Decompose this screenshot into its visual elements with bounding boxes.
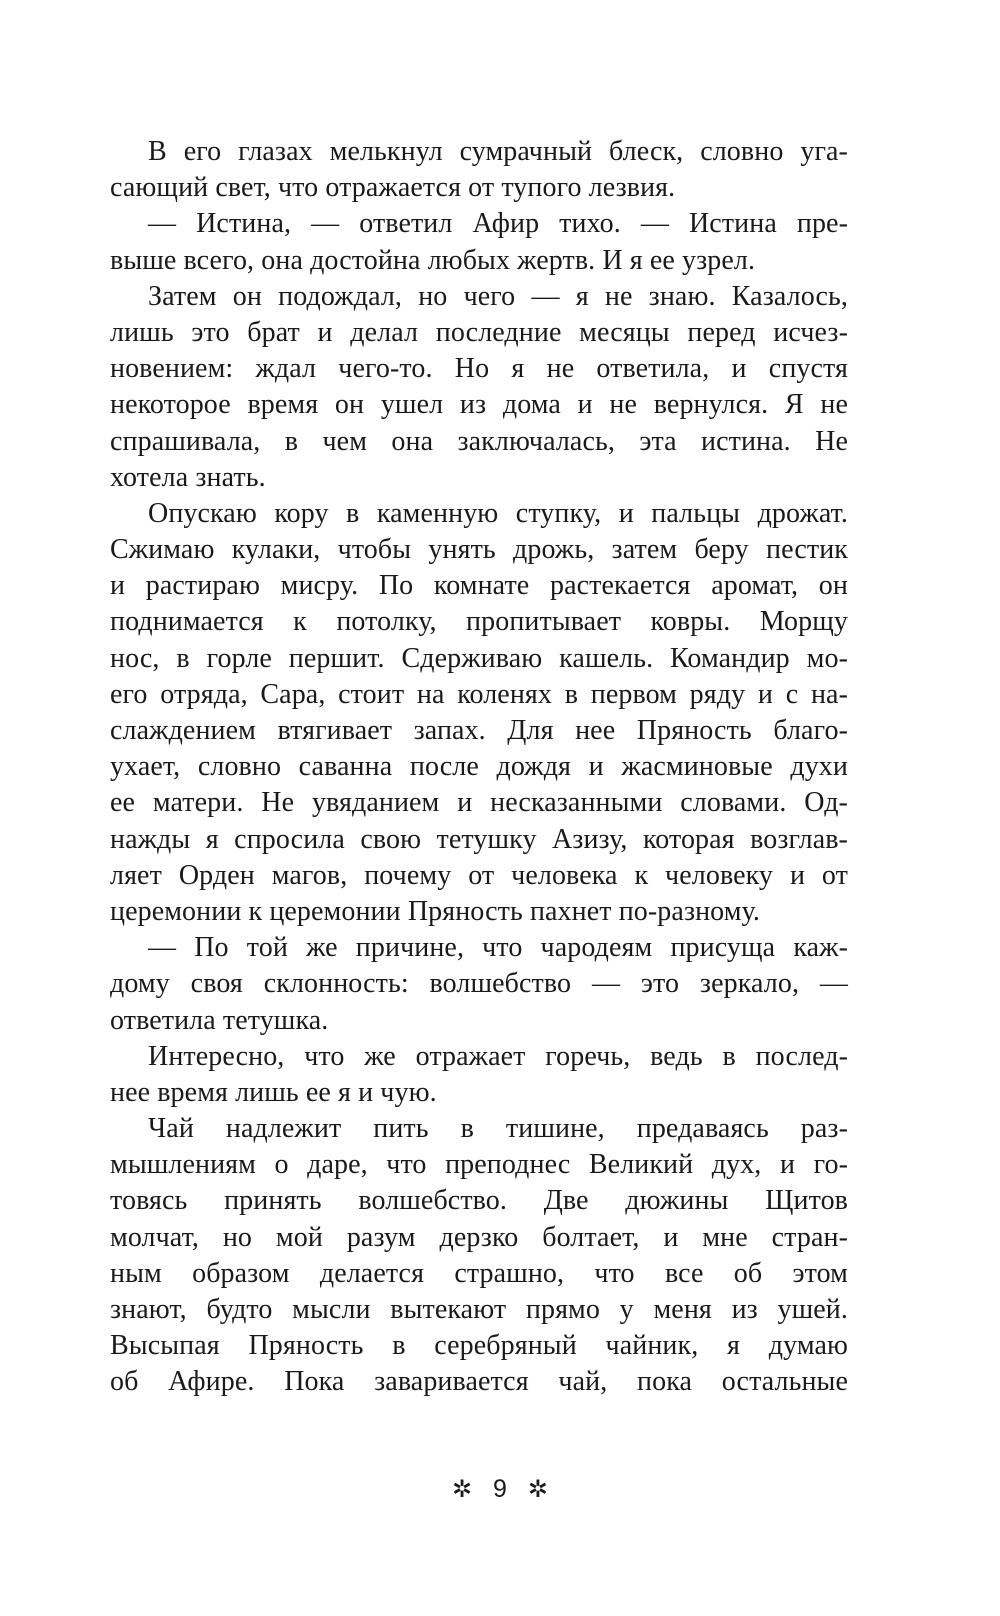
text-line: новением: ждал чего-то. Но я не ответила, и спустя (110, 353, 848, 385)
text-line: сающий свет, что отражается от тупого лезвия. (110, 172, 676, 204)
text-line: слаждением втягивает запах. Для нее Пряность благо- (110, 715, 848, 746)
ornament-right-icon: ✲ (527, 1475, 549, 1504)
text-line: ным образом делается страшно, что все об этом (110, 1257, 848, 1289)
text-line: товясь принять волшебство. Две дюжины Щитов (110, 1185, 848, 1217)
text-line: нос, в горле першит. Сдерживаю кашель. Командир мо- (110, 642, 848, 674)
text-line: поднимается к потолку, пропитывает ковры. Морщу (110, 606, 848, 638)
text-line: дому своя склонность: волшебство — это зеркало, — (110, 968, 848, 1000)
text-line: знают, будто мысли вытекают прямо у меня из ушей. (110, 1294, 848, 1325)
text-line: ее матери. Не увяданием и несказанными словами. Од- (110, 787, 848, 819)
text-line: Интересно, что же отражает горечь, ведь в послед- (148, 1040, 848, 1072)
text-line: Сжимаю кулаки, чтобы унять дрожь, затем беру пестик (110, 534, 848, 566)
body-text (110, 134, 848, 1401)
text-line: его отряда, Сара, стоит на коленях в первом ряду и с на- (110, 678, 848, 710)
text-line: Опускаю кору в каменную ступку, и пальцы дрожат. (148, 497, 848, 529)
page-number: 9 (493, 1474, 507, 1503)
text-line: лишь это брат и делал последние месяцы перед исчез- (110, 316, 848, 348)
text-line: и растираю мисру. По комнате растекается аромат, он (110, 570, 848, 602)
text-line: — Истина, — ответил Афир тихо. — Истина пре- (148, 208, 848, 240)
text-line: спрашивала, в чем она заключалась, эта истина. Не (110, 425, 848, 457)
text-line: Затем он подождал, но чего — я не знаю. Казалось, (148, 280, 848, 312)
text-line: мышлениям о даре, что преподнес Великий дух, и го- (110, 1149, 848, 1181)
text-line: нее время лишь ее я и чую. (110, 1076, 437, 1108)
text-line: В его глазах мелькнул сумрачный блеск, словно уга- (148, 136, 848, 167)
ornament-left-icon: ✲ (451, 1475, 473, 1504)
text-line: — По той же причине, что чародеям присуща каж- (148, 932, 848, 964)
text-line: ухает, словно саванна после дождя и жасминовые духи (110, 751, 848, 783)
text-line: выше всего, она достойна любых жертв. И я ее узрел. (110, 244, 756, 276)
text-line: Высыпая Пряность в серебряный чайник, я думаю (110, 1330, 848, 1362)
text-line: нажды я спросила свою тетушку Азизу, которая возглав- (110, 823, 848, 855)
text-line: хотела знать. (110, 461, 266, 493)
text-line: церемонии к церемонии Пряность пахнет по-разному. (110, 895, 760, 927)
text-line: молчат, но мой разум дерзко болтает, и мне стран- (110, 1221, 848, 1253)
text-line: ляет Орден магов, почему от человека к человеку и от (110, 859, 848, 891)
text-line: об Афире. Пока заваривается чай, пока остальные (110, 1366, 848, 1398)
text-line: ответила тетушка. (110, 1004, 329, 1036)
text-line: Чай надлежит пить в тишине, предаваясь раз- (148, 1113, 848, 1145)
page-number-footer (0, 1474, 1000, 1504)
text-line: некоторое время он ушел из дома и не вернулся. Я не (110, 389, 848, 421)
